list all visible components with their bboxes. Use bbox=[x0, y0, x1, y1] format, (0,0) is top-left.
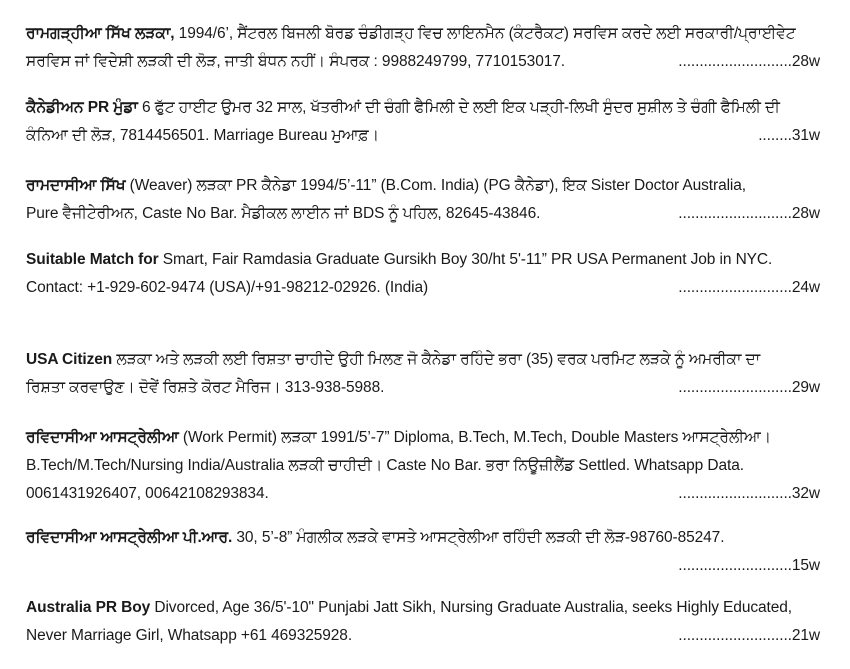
ad-line bbox=[26, 622, 826, 650]
ad-text: Never Marriage Girl, Whatsapp +61 469325928. bbox=[26, 627, 353, 644]
ad-text: ਸਰਵਿਸ ਜਾਂ ਵਿਦੇਸ਼ੀ ਲੜਕੀ ਦੀ ਲੋੜ, ਜਾਤੀ ਬੰਧਨ ਨਹੀਂ। ਸੰਪਰਕ : 9988249799, 7710153017. bbox=[26, 53, 565, 70]
ad-code: ...........................28w bbox=[678, 53, 820, 70]
ad-text: Smart, Fair Ramdasia Graduate Gursikh Boy 30/ht 5'-11” PR USA Permanent Job in NYC. bbox=[158, 251, 773, 268]
ad-text: Contact: +1-929-602-9474 (USA)/+91-98212-02926. (India) bbox=[26, 279, 429, 296]
ad-lead: Australia PR Boy bbox=[26, 599, 151, 616]
ad-code: ...........................29w bbox=[678, 379, 820, 396]
ad-line bbox=[26, 274, 826, 302]
ad-code: ........31w bbox=[758, 127, 820, 144]
classified-ad bbox=[26, 20, 826, 76]
ad-lead: ਰਵਿਦਾਸੀਆ ਆਸਟ੍ਰੇਲੀਆ ਪੀ.ਆਰ. bbox=[26, 529, 233, 546]
ad-text: Pure ਵੈਜੀਟੇਰੀਅਨ, Caste No Bar. ਮੈਡੀਕਲ ਲਾਈਨ ਜਾਂ BDS ਨੂੰ ਪਹਿਲ, 82645-43846. bbox=[26, 205, 541, 222]
ad-code: ...........................28w bbox=[678, 205, 820, 222]
ad-line bbox=[26, 346, 826, 374]
ad-code: ...........................32w bbox=[678, 485, 820, 502]
ad-text: 1994/6’, ਸੈਂਟਰਲ ਬਿਜਲੀ ਬੋਰਡ ਚੰਡੀਗੜ੍ਹ ਵਿਚ ਲਾਇਨਮੈਨ (ਕੰਟਰੈਕਟ) ਸਰਵਿਸ ਕਰਦੇ ਲਈ ਸਰਕਾਰੀ/ਪ੍ਰਾਈਵੇਟ bbox=[174, 25, 796, 42]
ad-line bbox=[26, 200, 826, 228]
ad-text: ਕੰਨਿਆ ਦੀ ਲੋੜ, 7814456501. Marriage Bureau ਮੁਆਫ਼। bbox=[26, 127, 379, 144]
ad-line bbox=[26, 452, 826, 480]
ad-code: ...........................15w bbox=[678, 557, 820, 574]
ad-line bbox=[26, 48, 826, 76]
ad-text: 30, 5’-8” ਮੰਗਲੀਕ ਲੜਕੇ ਵਾਸਤੇ ਆਸਟ੍ਰੇਲੀਆ ਰਹਿੰਦੀ ਲੜਕੀ ਦੀ ਲੋੜ-98760-85247. bbox=[232, 529, 725, 546]
ad-code: ...........................21w bbox=[678, 627, 820, 644]
ad-line bbox=[26, 594, 826, 622]
classified-ad bbox=[26, 424, 826, 508]
ad-text: (Weaver) ਲੜਕਾ PR ਕੈਨੇਡਾ 1994/5’-11” (B.Com. India) (PG ਕੈਨੇਡਾ), ਇਕ Sister Doctor Australia, bbox=[125, 177, 747, 194]
ad-line bbox=[26, 94, 826, 122]
ad-code: ...........................24w bbox=[678, 279, 820, 296]
classified-ad bbox=[26, 246, 826, 302]
classified-ad bbox=[26, 172, 826, 228]
ad-line bbox=[26, 374, 826, 402]
ad-line bbox=[26, 122, 826, 150]
ad-line bbox=[26, 524, 826, 552]
classified-ad bbox=[26, 524, 826, 580]
ad-lead: Suitable Match for bbox=[26, 251, 159, 268]
ad-line bbox=[26, 172, 826, 200]
ad-text: B.Tech/M.Tech/Nursing India/Australia ਲੜਕੀ ਚਾਹੀਦੀ। Caste No Bar. ਭਰਾ ਨਿਊਜ਼ੀਲੈਂਡ Settled. Whatsapp Data. bbox=[26, 457, 744, 474]
ad-line bbox=[26, 246, 826, 274]
ad-lead: ਰਾਮਗੜ੍ਹੀਆ ਸਿੱਖ ਲੜਕਾ, bbox=[26, 25, 175, 42]
classified-ad bbox=[26, 346, 826, 402]
ad-line bbox=[26, 20, 826, 48]
classified-ad bbox=[26, 594, 826, 650]
ad-lead: ਕੈਨੇਡੀਅਨ PR ਮੁੰਡਾ bbox=[26, 99, 138, 116]
ad-lead: ਰਵਿਦਾਸੀਆ ਆਸਟ੍ਰੇਲੀਆ bbox=[26, 429, 179, 446]
ad-text: ਲੜਕਾ ਅਤੇ ਲੜਕੀ ਲਈ ਰਿਸ਼ਤਾ ਚਾਹੀਦੇ ਉਹੀ ਮਿਲਣ ਜੋ ਕੈਨੇਡਾ ਰਹਿੰਦੇ ਭਰਾ (35) ਵਰਕ ਪਰਮਿਟ ਲੜਕੇ ਨੂੰ ਅਮਰੀਕਾ ਦਾ bbox=[112, 351, 761, 368]
ad-lead: USA Citizen bbox=[26, 351, 113, 368]
classified-ad bbox=[26, 94, 826, 150]
ad-text: ਰਿਸ਼ਤਾ ਕਰਵਾਉਣ। ਦੋਵੇਂ ਰਿਸ਼ਤੇ ਕੋਰਟ ਮੈਰਿਜ। 313-938-5988. bbox=[26, 379, 385, 396]
ad-line bbox=[26, 480, 826, 508]
ad-text: Divorced, Age 36/5'-10" Punjabi Jatt Sikh, Nursing Graduate Australia, seeks Highly Educated, bbox=[150, 599, 792, 616]
ad-text: 0061431926407, 00642108293834. bbox=[26, 485, 269, 502]
ad-line bbox=[26, 424, 826, 452]
ad-text: (Work Permit) ਲੜਕਾ 1991/5’-7” Diploma, B.Tech, M.Tech, Double Masters ਆਸਟ੍ਰੇਲੀਆ। bbox=[178, 429, 771, 446]
ad-line bbox=[26, 552, 826, 580]
ad-text: 6 ਫੁੱਟ ਹਾਈਟ ਉਮਰ 32 ਸਾਲ, ਖੱਤਰੀਆਂ ਦੀ ਚੰਗੀ ਫੈਮਿਲੀ ਦੇ ਲਈ ਇਕ ਪੜ੍ਹੀ-ਲਿਖੀ ਸੁੰਦਰ ਸੁਸ਼ੀਲ ਤੇ ਚੰਗੀ ਫੈਮਿਲੀ ਦੀ bbox=[137, 99, 780, 116]
ad-lead: ਰਾਮਦਾਸੀਆ ਸਿੱਖ bbox=[26, 177, 126, 194]
